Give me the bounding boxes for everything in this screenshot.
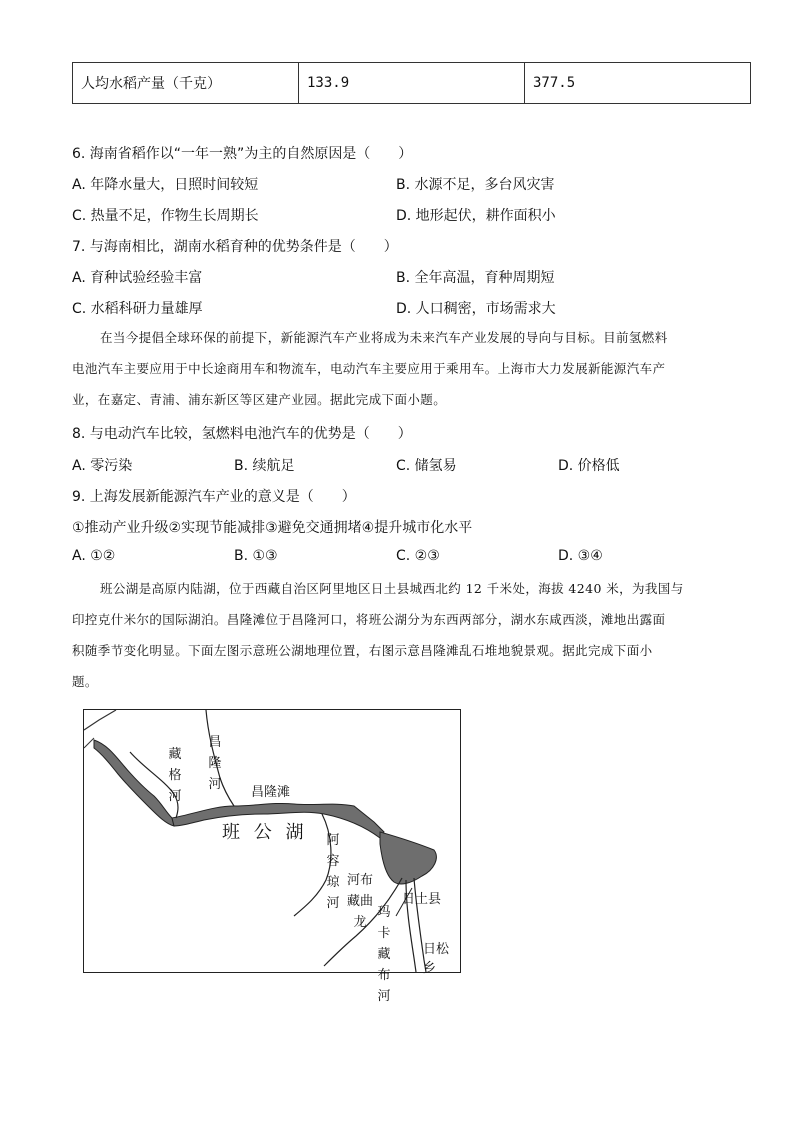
label-arongqiong-river: 阿容琼河 xyxy=(326,833,340,911)
question-9-option-d: D. ③④ xyxy=(558,548,603,564)
question-9-option-a: A. ①② xyxy=(72,548,116,564)
table-value-cell: 133.9 xyxy=(299,63,525,104)
label-changlongtan: 昌隆滩 xyxy=(251,785,291,800)
label-risong-township: 日松乡 xyxy=(423,942,450,976)
question-7-option-a: A. 育种试验经验丰富 xyxy=(72,270,203,286)
passage-line: 题。 xyxy=(72,674,98,689)
label-changlong-river: 昌隆河 xyxy=(208,735,222,792)
question-6-stem: 6. 海南省稻作以“一年一熟”为主的自然原因是（ ） xyxy=(72,146,413,162)
question-8-option-a: A. 零污染 xyxy=(72,458,133,474)
question-8-option-c: C. 储氢易 xyxy=(396,458,457,474)
label-maqiao-river: 玛卡藏布河 xyxy=(377,905,391,1004)
passage-line: 业，在嘉定、青浦、浦东新区等区建产业园。据此完成下面小题。 xyxy=(72,392,447,407)
table-label-cell: 人均水稻产量（千克） xyxy=(73,63,299,104)
question-9-items: ①推动产业升级②实现节能减排③避免交通拥堵④提升城市化水平 xyxy=(72,520,473,536)
passage-line: 电池汽车主要应用于中长途商用车和物流车，电动汽车主要应用于乘用车。上海市大力发展新能源汽车产 xyxy=(72,361,666,376)
question-7-option-d: D. 人口稠密，市场需求大 xyxy=(396,301,556,317)
passage-bangong-lake xyxy=(72,573,718,697)
data-table xyxy=(72,62,751,104)
question-8-stem: 8. 与电动汽车比较，氢燃料电池汽车的优势是（ ） xyxy=(72,426,412,442)
table-row xyxy=(73,63,751,104)
question-9-option-b: B. ①③ xyxy=(234,548,278,564)
question-6-option-d: D. 地形起伏，耕作面积小 xyxy=(396,208,556,224)
passage-line: 班公湖是高原内陆湖，位于西藏自治区阿里地区日土县城西北约 12 千米处，海拔 4240 米，为我国与 xyxy=(100,581,684,596)
passage-line: 在当今提倡全球环保的前提下，新能源汽车产业将成为未来汽车产业发展的导向与目标。目前氢燃料 xyxy=(100,330,668,345)
bangong-lake-map xyxy=(83,709,461,1004)
question-7-option-c: C. 水稻科研力量雄厚 xyxy=(72,301,203,317)
passage-line: 积随季节变化明显。下面左图示意班公湖地理位置，右图示意昌隆滩乱石堆地貌景观。据此完成下面小 xyxy=(72,643,653,658)
question-6-option-c: C. 热量不足，作物生长周期长 xyxy=(72,208,259,224)
question-7-option-b: B. 全年高温，育种周期短 xyxy=(396,270,555,286)
table-value-cell: 377.5 xyxy=(525,63,751,104)
question-9-option-c: C. ②③ xyxy=(396,548,440,564)
question-6-option-a: A. 年降水量大，日照时间较短 xyxy=(72,177,259,193)
label-bulong-river: 河布藏曲龙 xyxy=(346,873,373,930)
question-7-stem: 7. 与海南相比，湖南水稻育种的优势条件是（ ） xyxy=(72,239,398,255)
passage-new-energy xyxy=(72,322,718,415)
label-ritu-county: 日土县 xyxy=(402,892,442,907)
question-9-stem: 9. 上海发展新能源汽车产业的意义是（ ） xyxy=(72,489,356,505)
question-6-option-b: B. 水源不足，多台风灾害 xyxy=(396,177,555,193)
label-lake: 班 公 湖 xyxy=(222,822,308,843)
question-8-option-b: B. 续航足 xyxy=(234,458,295,474)
passage-line: 印控克什米尔的国际湖泊。昌隆滩位于昌隆河口，将班公湖分为东西两部分，湖水东咸西淡，滩地出露面 xyxy=(72,612,666,627)
question-8-option-d: D. 价格低 xyxy=(558,458,620,474)
label-zangge-river: 藏格河 xyxy=(168,747,182,804)
